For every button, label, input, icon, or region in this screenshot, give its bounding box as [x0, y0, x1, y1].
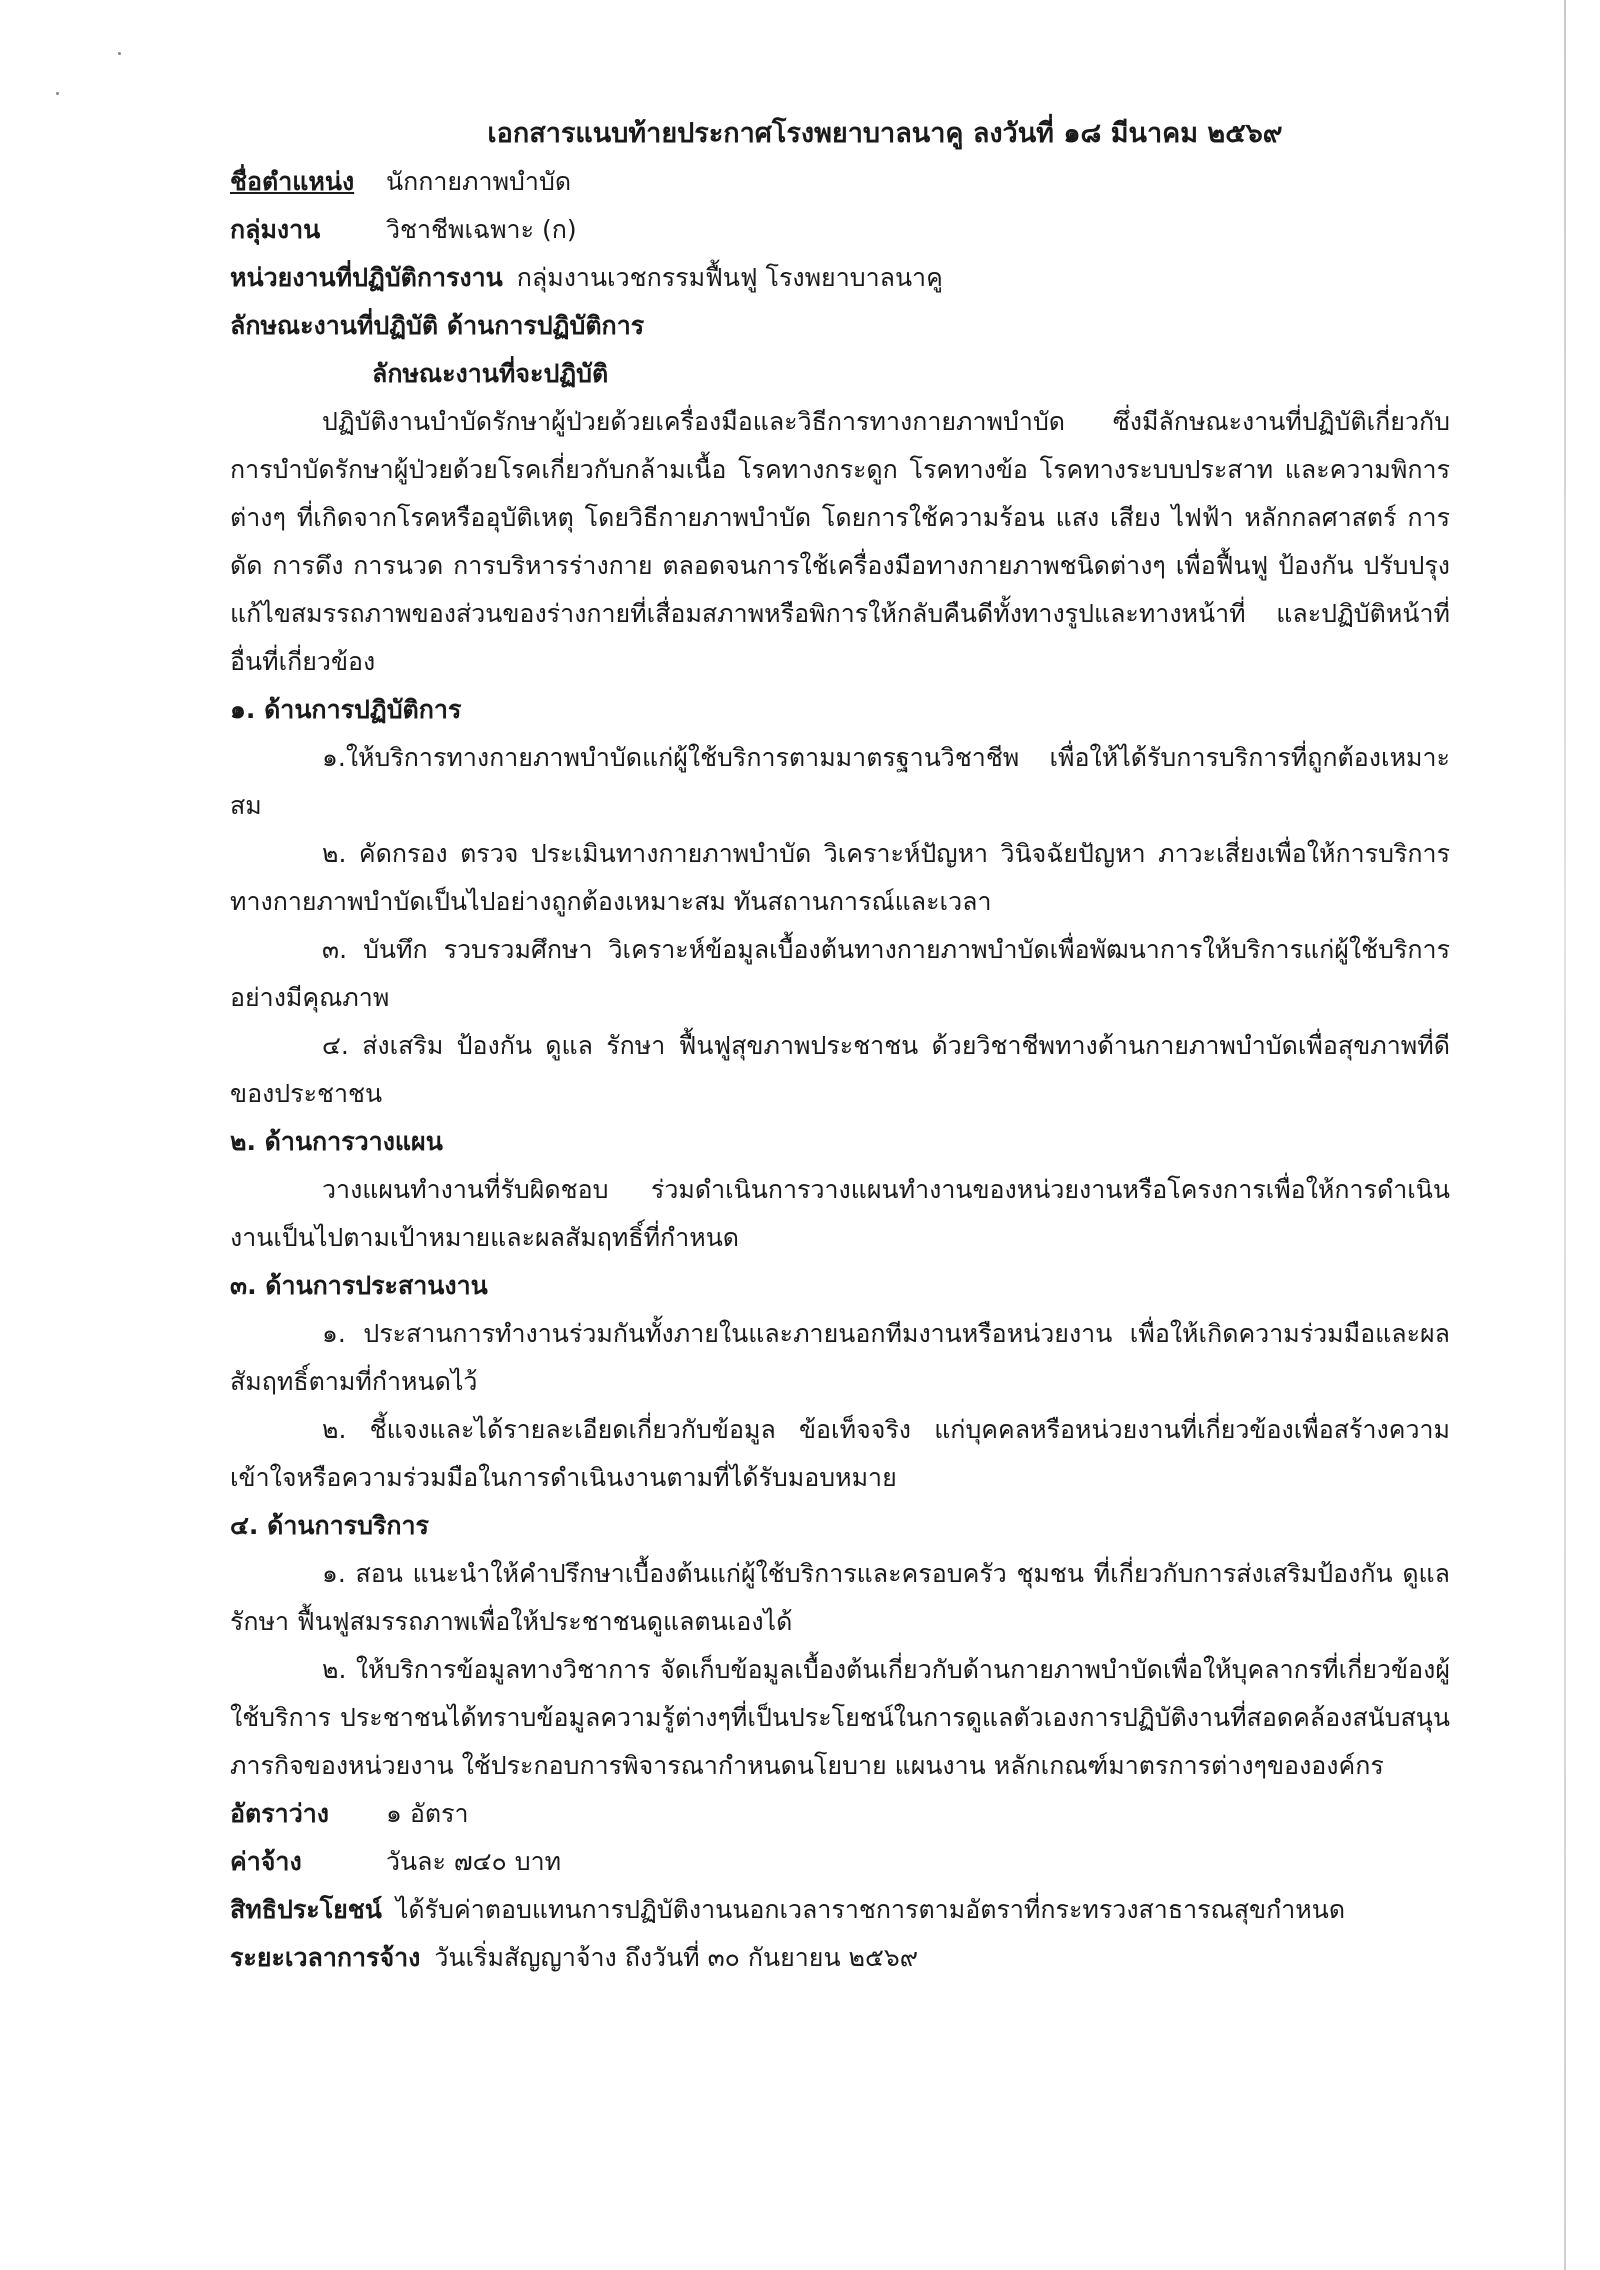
vacancy-row: [230, 1790, 1450, 1838]
section-item: ๑. สอน แนะนำให้คำปรึกษาเบื้องต้นแก่ผู้ใช้บริการและครอบครัว ชุมชน ที่เกี่ยวกับการส่งเสริมป้องกัน ดูแล รักษา ฟื้นฟูสมรรถภาพเพื่อให้ประชาชนดูแลตนเองได้: [230, 1559, 1450, 1636]
term-label: ระยะเวลาการจ้าง: [230, 1943, 421, 1972]
unit-label: หน่วยงานที่ปฏิบัติการงาน: [230, 263, 503, 292]
document-body: [230, 110, 1450, 1982]
scan-edge-line: [1564, 0, 1566, 2270]
duty-heading: ลักษณะงานที่จะปฏิบัติ: [372, 359, 609, 388]
wage-value: วันละ ๗๔๐ บาท: [386, 1847, 562, 1876]
wage-row: [230, 1838, 1450, 1886]
position-label: ชื่อตำแหน่ง: [230, 167, 355, 196]
section-item: ๑.ให้บริการทางกายภาพบำบัดแก่ผู้ใช้บริการตามมาตรฐานวิชาชีพ เพื่อให้ได้รับการบริการที่ถูกต้องเหมาะสม: [230, 743, 1450, 820]
document-title: เอกสารแนบท้ายประกาศโรงพยาบาลนาคู ลงวันที่ ๑๘ มีนาคม ๒๕๖๙: [487, 118, 1283, 149]
unit-row: [230, 254, 1450, 302]
section-heading-operations: ๑. ด้านการปฏิบัติการ: [230, 695, 462, 724]
nature-row: [230, 302, 1450, 350]
unit-value: กลุ่มงานเวชกรรมฟื้นฟู โรงพยาบาลนาคู: [516, 263, 943, 292]
section-item: ๔. ส่งเสริม ป้องกัน ดูแล รักษา ฟื้นฟูสุขภาพประชาชน ด้วยวิชาชีพทางด้านกายภาพบำบัดเพื่อสุขภาพที่ดีของประชาชน: [230, 1031, 1450, 1108]
section-heading-planning: ๒. ด้านการวางแผน: [230, 1127, 443, 1156]
scan-speck: [56, 92, 59, 95]
vacancy-value: ๑ อัตรา: [386, 1799, 469, 1828]
term-value: วันเริ่มสัญญาจ้าง ถึงวันที่ ๓๐ กันยายน ๒๕๖๙: [434, 1943, 919, 1972]
wage-label: ค่าจ้าง: [230, 1847, 302, 1876]
section-item: วางแผนทำงานที่รับผิดชอบ ร่วมดำเนินการวางแผนทำงานของหน่วยงานหรือโครงการเพื่อให้การดำเนินงานเป็นไปตามเป้าหมายและผลสัมฤทธิ์ที่กำหนด: [230, 1175, 1450, 1252]
nature-label: ลักษณะงานที่ปฏิบัติ ด้านการปฏิบัติการ: [230, 311, 645, 340]
section-item: ๒. ให้บริการข้อมูลทางวิชาการ จัดเก็บข้อมูลเบื้องต้นเกี่ยวกับด้านกายภาพบำบัดเพื่อให้บุคลากรที่เกี่ยวข้องผู้ใช้บริการ ประชาชนได้ทราบข้อมูลความรู้ต่างๆที่เป็นประโยชน์ในการดูแลตัวเองการปฏิบัติงานที่สอดคล้องสนับสนุน ภารกิจของหน่วยงาน ใช้ประกอบการพิจารณากำหนดนโยบาย แผนงาน หลักเกณฑ์มาตรการต่างๆขององค์กร: [230, 1655, 1450, 1780]
benefit-row: [230, 1886, 1450, 1934]
section-item: ๒. ชี้แจงและได้รายละเอียดเกี่ยวกับข้อมูล ข้อเท็จจริง แก่บุคคลหรือหน่วยงานที่เกี่ยวข้องเพื่อสร้างความเข้าใจหรือความร่วมมือในการดำเนินงานตามที่ได้รับมอบหมาย: [230, 1415, 1450, 1492]
group-value: วิชาชีพเฉพาะ (ก): [386, 215, 577, 244]
position-value: นักกายภาพบำบัด: [386, 167, 572, 196]
section-heading-service: ๔. ด้านการบริการ: [230, 1511, 429, 1540]
intro-paragraph: ปฏิบัติงานบำบัดรักษาผู้ป่วยด้วยเครื่องมือและวิธีการทางกายภาพบำบัด ซึ่งมีลักษณะงานที่ปฏิบัติเกี่ยวกับการบำบัดรักษาผู้ป่วยด้วยโรคเกี่ยวกับกล้ามเนื้อ โรคทางกระดูก โรคทางข้อ โรคทางระบบประสาท และความพิการต่างๆ ที่เกิดจากโรคหรืออุบัติเหตุ โดยวิธีกายภาพบำบัด โดยการใช้ความร้อน แสง เสียง ไฟฟ้า หลักกลศาสตร์ การดัด การดึง การนวด การบริหารร่างกาย ตลอดจนการใช้เครื่องมือทางกายภาพชนิดต่างๆ เพื่อฟื้นฟู ป้องกัน ปรับปรุง แก้ไขสมรรถภาพของส่วนของร่างกายที่เสื่อมสภาพหรือพิการให้กลับคืนดีทั้งทางรูปและทางหน้าที่ และปฏิบัติหน้าที่อื่นที่เกี่ยวข้อง: [230, 407, 1450, 676]
group-label: กลุ่มงาน: [230, 215, 321, 244]
section-item: ๑. ประสานการทำงานร่วมกันทั้งภายในและภายนอกทีมงานหรือหน่วยงาน เพื่อให้เกิดความร่วมมือและผลสัมฤทธิ์ตามที่กำหนดไว้: [230, 1319, 1450, 1396]
benefit-label: สิทธิประโยชน์: [230, 1895, 382, 1924]
section-item: ๒. คัดกรอง ตรวจ ประเมินทางกายภาพบำบัด วิเคราะห์ปัญหา วินิจฉัยปัญหา ภาวะเสี่ยงเพื่อให้การบริการทางกายภาพบำบัดเป็นไปอย่างถูกต้องเหมาะสม ทันสถานการณ์และเวลา: [230, 839, 1450, 916]
group-row: [230, 206, 1450, 254]
scan-speck: [118, 52, 121, 55]
vacancy-label: อัตราว่าง: [230, 1799, 329, 1828]
term-row: [230, 1934, 1450, 1982]
section-item: ๓. บันทึก รวบรวมศึกษา วิเคราะห์ข้อมูลเบื้องต้นทางกายภาพบำบัดเพื่อพัฒนาการให้บริการแก่ผู้ใช้บริการอย่างมีคุณภาพ: [230, 935, 1450, 1012]
section-heading-coordination: ๓. ด้านการประสานงาน: [230, 1271, 488, 1300]
position-row: [230, 158, 1450, 206]
benefit-value: ได้รับค่าตอบแทนการปฏิบัติงานนอกเวลาราชการตามอัตราที่กระทรวงสาธารณสุขกำหนด: [395, 1895, 1346, 1924]
